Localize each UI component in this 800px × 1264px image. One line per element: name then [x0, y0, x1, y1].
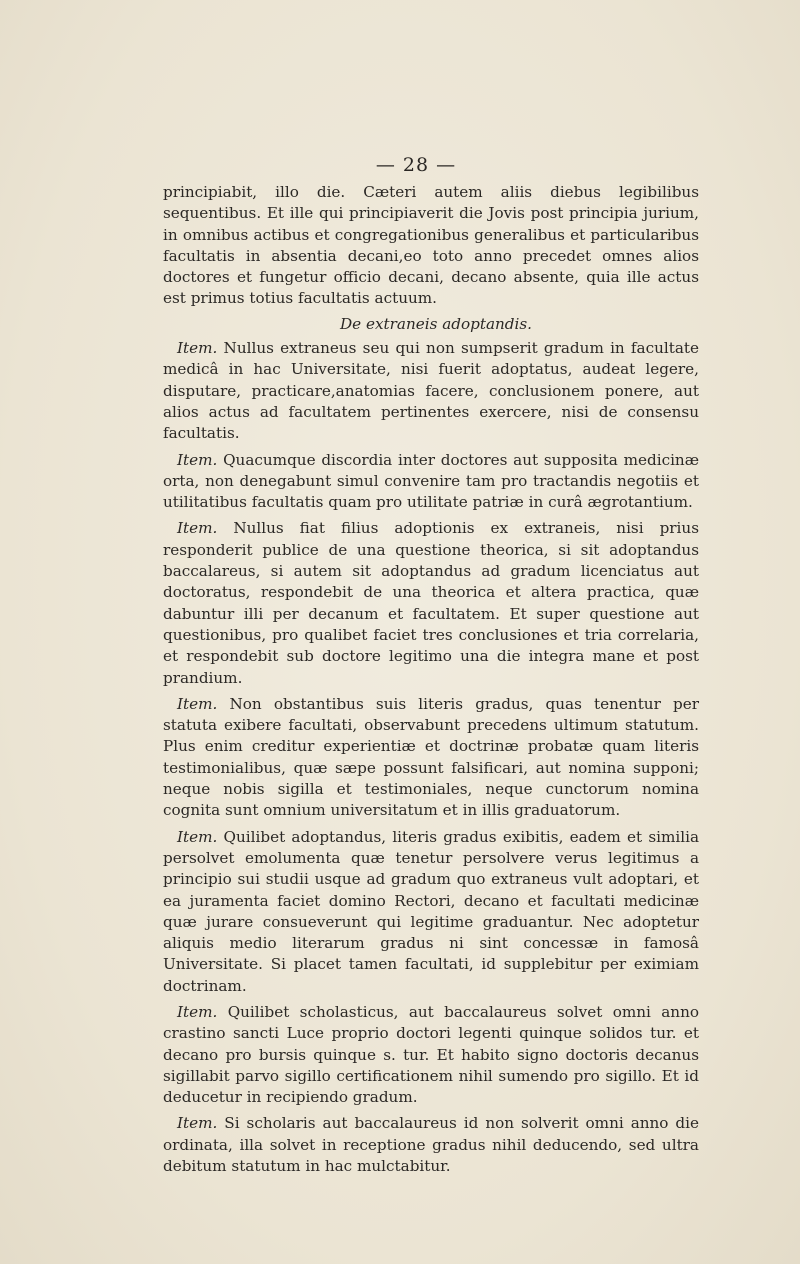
statute-text: Quacumque discordia inter doctores aut supposita medicinæ orta, non denegabunt simul convenire tam pro tractandis negotiis et utilitatibus facultatis quam pro utilitate patriæ in curâ ægrotantium. [163, 450, 699, 512]
statute-text: Si scholaris aut baccalaureus id non solverit omni anno die ordinata, illa solvet in receptione gradus nihil deducendo, sed ultra debitum statutum in hac mulctabitur. [163, 1114, 699, 1176]
item-label: Item. [177, 339, 218, 358]
statute-paragraph [163, 338, 699, 444]
item-label: Item. [177, 450, 218, 469]
statute-text: Nullus extraneus seu qui non sumpserit gradum in facultate medicâ in hac Universitate, nisi fuerit adoptatus, audeat legere, disputare, practicare,anatomias facere, conclusionem ponere, aut alios actus ad facultatem pertinentes exercere, nisi de consensu facultatis. [163, 339, 699, 443]
statute-paragraph [163, 1113, 699, 1177]
item-label: Item. [177, 1002, 218, 1021]
body-text [163, 182, 699, 1177]
statute-text: Quilibet scholasticus, aut baccalaureus solvet omni anno crastino sancti Luce proprio doctori legenti quinque solidos tur. et decano pro bursis quinque s. tur. Et habito signo doctoris decanus sigillabit parvo sigillo certificationem nihil sumendo pro sigillo. Et id deducetur in recipiendo gradum. [163, 1002, 699, 1107]
item-label: Item. [177, 827, 218, 846]
section-heading: De extraneis adoptandis. [340, 314, 532, 333]
statute-paragraph [163, 827, 699, 997]
statute-text: Nullus fiat filius adoptionis ex extraneis, nisi prius responderit publice de una questione theorica, si sit adoptandus baccalareus, si autem sit adoptandus ad gradum licenciatus aut doctoratus, respondebit de una theorica et altera practica, quæ dabuntur illi per decanum et facultatem. Et super questione aut questionibus, pro qualibet faciet tres conclusiones et tria correlaria, et respondebit sub doctore legitimo una die integra mane et post prandium. [163, 519, 699, 687]
statute-paragraph [163, 518, 699, 688]
item-label: Item. [177, 694, 218, 713]
statute-text: Non obstantibus suis literis gradus, quas tenentur per statuta exibere facultati, observabunt precedens ultimum statutum. Plus enim creditur experientiæ et doctrinæ probatæ quam literis testimonialibus, quæ sæpe possunt falsificari, aut nomina supponi; neque nobis sigilla et testimoniales, neque cunctorum nomina cognita sunt omnium universitatum et in illis graduatorum. [163, 694, 699, 820]
statute-paragraph [163, 694, 699, 822]
statute-text: Quilibet adoptandus, literis gradus exibitis, eadem et similia persolvet emolumenta quæ tenetur persolvere verus legitimus a principio sui studii usque ad gradum quo extraneus vult adoptari, et ea juramenta faciet domino Rectori, decano et facultati medicinæ quæ jurare consueverunt qui legitime graduantur. Nec adoptetur aliquis medio literarum gradus ni sint concessæ in famosâ Universitate. Si placet tamen facultati, id supplebitur per eximiam doctrinam. [163, 827, 699, 995]
statute-paragraph [163, 450, 699, 514]
intro-paragraph: principiabit, illo die. Cæteri autem aliis diebus legibilibus sequentibus. Et ille qui principiaverit die Jovis post principia jurium, in omnibus actibus et congregationibus generalibus et particularibus facultatis in absentia decani,eo toto anno precedet omnes alios doctores et fungetur officio decani, decano absente, quia ille actus est primus totius facultatis actuum. [163, 183, 699, 308]
page-number: — 28 — [375, 154, 457, 176]
item-label: Item. [177, 1114, 218, 1133]
item-label: Item. [177, 519, 218, 538]
statute-paragraph [163, 1002, 699, 1108]
